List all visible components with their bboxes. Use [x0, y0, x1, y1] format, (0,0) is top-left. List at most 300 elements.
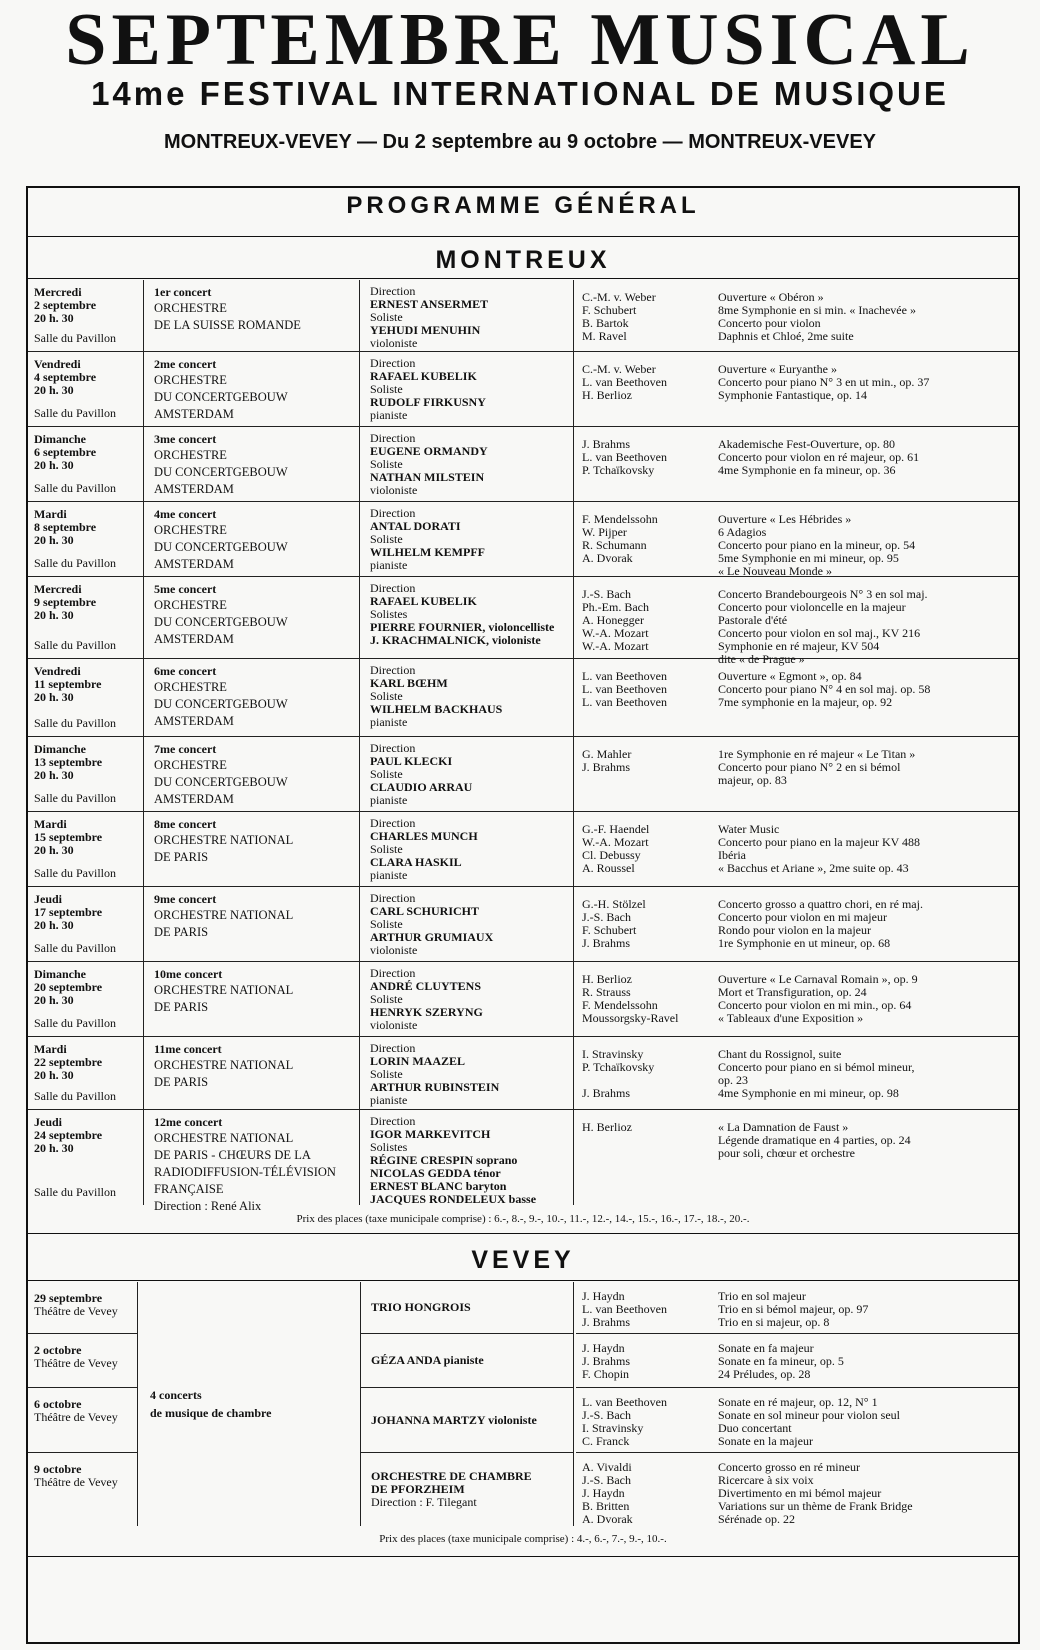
composer-name: W.-A. Mozart [582, 639, 649, 653]
composer-name: I. Stravinsky [582, 1421, 644, 1435]
work-title: Sérénade op. 22 [718, 1512, 795, 1526]
concert-date-cell [28, 1037, 144, 1109]
work-title: Sonate en ré majeur, op. 12, N° 1 [718, 1395, 878, 1409]
work-title: Trio en sol majeur [718, 1289, 806, 1303]
work-title: dite « de Prague » [718, 652, 805, 666]
vevey-row [28, 1282, 1018, 1334]
work-title: Symphonie en ré majeur, KV 504 [718, 639, 880, 653]
concert-date-cell [28, 502, 144, 576]
concert-works-cell [718, 280, 1018, 351]
composer-name: J. Brahms [582, 936, 630, 950]
programme-title: PROGRAMME GÉNÉRAL [346, 192, 700, 219]
concert-row [28, 737, 1018, 812]
composer-name: C. Franck [582, 1434, 630, 1448]
concert-day: Mercredi [34, 582, 82, 596]
concert-orchestra-cell [146, 812, 360, 886]
composer-name: Moussorgsky-Ravel [582, 1011, 679, 1025]
concert-date: 2 septembre [34, 298, 97, 312]
concert-number: 11me concert [154, 1042, 222, 1056]
composer-name: G. Mahler [582, 747, 632, 761]
orchestra-name: DE PARIS - CHŒURS DE LA [154, 1148, 311, 1162]
concert-performers-cell [362, 737, 574, 811]
performer-line: ARTHUR GRUMIAUX [370, 930, 494, 944]
concert-composers-cell [576, 962, 718, 1036]
concert-works-cell [718, 352, 1018, 426]
work-title: Trio en si majeur, op. 8 [718, 1315, 830, 1329]
performer-line: ERNEST ANSERMET [370, 297, 489, 311]
concert-time: 20 h. 30 [34, 383, 74, 397]
work-title: Symphonie Fantastique, op. 14 [718, 388, 867, 402]
vevey-date-cell [28, 1388, 138, 1453]
composer-name: Cl. Debussy [582, 848, 641, 862]
vevey-row [28, 1453, 1018, 1526]
performer-line: Direction [370, 581, 416, 595]
performer-line: PIERRE FOURNIER, violoncelliste [370, 620, 555, 634]
concert-orchestra-cell [146, 502, 360, 576]
divider [26, 1556, 1020, 1557]
composer-name: J. Brahms [582, 437, 630, 451]
work-title: Ibéria [718, 848, 746, 862]
performer-line: LORIN MAAZEL [370, 1054, 466, 1068]
orchestra-name: AMSTERDAM [154, 407, 234, 421]
orchestra-name: DU CONCERTGEBOUW [154, 390, 288, 404]
festival-dates: MONTREUX-VEVEY — Du 2 septembre au 9 octobre — MONTREUX-VEVEY [164, 131, 876, 153]
concert-composers-cell [576, 352, 718, 426]
vevey-date-cell [28, 1334, 138, 1388]
performer-line: IGOR MARKEVITCH [370, 1127, 491, 1141]
concert-venue: Salle du Pavillon [34, 481, 116, 495]
montreux-prices: Prix des places (taxe municipale comprise) : 6.-, 8.-, 9.-, 10.-, 11.-, 12.-, 14.-, 15.-, 16.-, 17.-, 18.-, 20.-. [296, 1213, 750, 1225]
concert-performers-cell [362, 887, 574, 961]
concert-date: 4 septembre [34, 370, 97, 384]
concert-venue: Salle du Pavillon [34, 1185, 116, 1199]
concert-performers-cell [362, 962, 574, 1036]
composer-name: F. Chopin [582, 1367, 630, 1381]
work-title: Variations sur un thème de Frank Bridge [718, 1499, 913, 1513]
composer-name: W.-A. Mozart [582, 835, 649, 849]
work-title: Concerto pour violon en ré majeur, op. 61 [718, 450, 920, 464]
concert-row [28, 1110, 1018, 1213]
work-title: Ouverture « Egmont », op. 84 [718, 669, 862, 683]
concert-day: Dimanche [34, 742, 86, 756]
concert-day: Mercredi [34, 285, 82, 299]
performer-line: pianiste [370, 793, 408, 807]
composer-name: P. Tchaïkovsky [582, 1060, 655, 1074]
work-title: Concerto pour violon [718, 316, 821, 330]
concert-row [28, 352, 1018, 427]
vevey-prices: Prix des places (taxe municipale comprise) : 4.-, 6.-, 7.-, 9.-, 10.-. [379, 1533, 667, 1545]
composer-name: J. Haydn [582, 1289, 625, 1303]
performer-line: Direction [370, 356, 416, 370]
orchestra-name: DE PARIS [154, 1000, 209, 1014]
composer-name: P. Tchaïkovsky [582, 463, 655, 477]
orchestra-name: AMSTERDAM [154, 557, 234, 571]
composer-name: F. Schubert [582, 923, 637, 937]
concert-number: 8me concert [154, 817, 217, 831]
concert-performers-cell [362, 280, 574, 351]
concert-number: 1er concert [154, 285, 212, 299]
composer-name: G.-H. Stölzel [582, 897, 646, 911]
composer-name: H. Berlioz [582, 1120, 632, 1134]
performer-line: ANTAL DORATI [370, 519, 461, 533]
composer-name: M. Ravel [582, 329, 627, 343]
composer-name: J. Haydn [582, 1486, 625, 1500]
concert-time: 20 h. 30 [34, 993, 74, 1007]
concert-composers-cell [576, 427, 718, 501]
concert-orchestra-cell [146, 962, 360, 1036]
performer-line: RUDOLF FIRKUSNY [370, 395, 486, 409]
work-title: Sonate en sol mineur pour violon seul [718, 1408, 900, 1422]
concert-venue: Salle du Pavillon [34, 791, 116, 805]
performer-line: violoniste [370, 1018, 418, 1032]
concert-date: 17 septembre [34, 905, 103, 919]
work-title: « Le Nouveau Monde » [718, 564, 832, 578]
composer-name: C.-M. v. Weber [582, 290, 656, 304]
concert-day: Dimanche [34, 967, 86, 981]
composer-name: F. Schubert [582, 303, 637, 317]
concert-day: Mardi [34, 1042, 67, 1056]
composer-name: A. Dvorak [582, 1512, 633, 1526]
performer-line: RÉGINE CRESPIN soprano [370, 1153, 518, 1167]
work-title: Sonate en fa mineur, op. 5 [718, 1354, 844, 1368]
divider [26, 236, 1020, 237]
performer-line: Soliste [370, 1067, 403, 1081]
performer-line: HENRYK SZERYNG [370, 1005, 483, 1019]
composer-name: L. van Beethoven [582, 375, 667, 389]
performer-line: Soliste [370, 310, 403, 324]
vevey-series-line: de musique de chambre [150, 1406, 272, 1420]
performer-line: Soliste [370, 767, 403, 781]
work-title: Concerto pour violon en mi majeur [718, 910, 887, 924]
composer-name: J. Brahms [582, 1354, 630, 1368]
concert-number: 7me concert [154, 742, 217, 756]
orchestra-name: ORCHESTRE [154, 301, 227, 315]
composer-name: C.-M. v. Weber [582, 362, 656, 376]
composer-name: L. van Beethoven [582, 1395, 667, 1409]
concert-number: 9me concert [154, 892, 217, 906]
concert-works-cell [718, 887, 1018, 961]
performer-line: WILHELM BACKHAUS [370, 702, 503, 716]
concert-composers-cell [576, 812, 718, 886]
work-title: Divertimento en mi bémol majeur [718, 1486, 882, 1500]
divider [26, 1233, 1020, 1234]
concert-venue: Salle du Pavillon [34, 941, 116, 955]
concert-number: 12me concert [154, 1115, 223, 1129]
composer-name: A. Roussel [582, 861, 635, 875]
concert-row [28, 502, 1018, 577]
work-title: 6 Adagios [718, 525, 767, 539]
work-title: Rondo pour violon en la majeur [718, 923, 871, 937]
concert-venue: Salle du Pavillon [34, 556, 116, 570]
concert-time: 20 h. 30 [34, 918, 74, 932]
work-title: Duo concertant [718, 1421, 792, 1435]
concert-orchestra-cell [146, 352, 360, 426]
concert-time: 20 h. 30 [34, 608, 74, 622]
composer-name: A. Vivaldi [582, 1460, 632, 1474]
work-title: « Tableaux d'une Exposition » [718, 1011, 864, 1025]
performer-line: J. KRACHMALNICK, violoniste [370, 633, 541, 647]
performer-line: JACQUES RONDELEUX basse [370, 1192, 537, 1206]
concert-performers-cell [362, 1110, 574, 1205]
performer-line: RAFAEL KUBELIK [370, 369, 477, 383]
orchestra-name: DE PARIS [154, 925, 209, 939]
vevey-performer: GÉZA ANDA pianiste [371, 1353, 484, 1367]
composer-name: J.-S. Bach [582, 1473, 631, 1487]
concert-day: Dimanche [34, 432, 86, 446]
orchestra-name: ORCHESTRE [154, 523, 227, 537]
composer-name: G.-F. Haendel [582, 822, 650, 836]
performer-line: Direction [370, 891, 416, 905]
work-title: majeur, op. 83 [718, 773, 787, 787]
concert-venue: Salle du Pavillon [34, 331, 116, 345]
performer-line: KARL BŒHM [370, 676, 448, 690]
concert-works-cell [718, 737, 1018, 811]
orchestra-name: AMSTERDAM [154, 792, 234, 806]
concert-number: 3me concert [154, 432, 217, 446]
concert-row [28, 812, 1018, 887]
concert-date-cell [28, 352, 144, 426]
composer-name: J.-S. Bach [582, 587, 631, 601]
composer-name: J.-S. Bach [582, 910, 631, 924]
concert-row [28, 577, 1018, 666]
performer-line: ANDRÉ CLUYTENS [370, 979, 482, 993]
work-title: Water Music [718, 822, 780, 836]
concert-composers-cell [576, 280, 718, 351]
orchestra-name: ORCHESTRE NATIONAL [154, 1058, 294, 1072]
work-title: 24 Préludes, op. 28 [718, 1367, 811, 1381]
performer-line: Direction [370, 741, 416, 755]
poster-title: SEPTEMBRE MUSICAL [65, 0, 975, 81]
performer-line: Direction [370, 1114, 416, 1128]
vevey-row [28, 1334, 1018, 1388]
concert-time: 20 h. 30 [34, 458, 74, 472]
concert-date-cell [28, 659, 144, 736]
concert-date: 9 septembre [34, 595, 97, 609]
orchestra-name: AMSTERDAM [154, 714, 234, 728]
concert-row [28, 962, 1018, 1037]
orchestra-name: ORCHESTRE NATIONAL [154, 983, 294, 997]
work-title: Légende dramatique en 4 parties, op. 24 [718, 1133, 911, 1147]
vevey-date-cell [28, 1282, 138, 1334]
performer-line: Direction [370, 816, 416, 830]
work-title: 7me symphonie en la majeur, op. 92 [718, 695, 893, 709]
work-title: Concerto pour piano N° 4 en sol maj. op. 58 [718, 682, 931, 696]
vevey-venue: Théâtre de Vevey [34, 1304, 118, 1318]
vevey-venue: Théâtre de Vevey [34, 1475, 118, 1489]
composer-name: A. Honegger [582, 613, 644, 627]
concert-performers-cell [362, 427, 574, 501]
work-title: Chant du Rossignol, suite [718, 1047, 842, 1061]
performer-line: violoniste [370, 943, 418, 957]
vevey-composers-cell [576, 1453, 718, 1526]
concert-performers-cell [362, 812, 574, 886]
concert-works-cell [718, 1037, 1018, 1109]
performer-line: ARTHUR RUBINSTEIN [370, 1080, 500, 1094]
composer-name: B. Bartok [582, 316, 629, 330]
performer-line: pianiste [370, 715, 408, 729]
performer-line: CLAUDIO ARRAU [370, 780, 473, 794]
composer-name: I. Stravinsky [582, 1047, 644, 1061]
concert-number: 5me concert [154, 582, 217, 596]
concert-works-cell [718, 962, 1018, 1036]
concert-works-cell [718, 502, 1018, 576]
orchestra-name: DE PARIS [154, 1075, 209, 1089]
performer-line: Direction [370, 284, 416, 298]
composer-name: B. Britten [582, 1499, 630, 1513]
concert-row [28, 1037, 1018, 1110]
performer-line: YEHUDI MENUHIN [370, 323, 481, 337]
work-title: pour soli, chœur et orchestre [718, 1146, 855, 1160]
composer-name: L. van Beethoven [582, 695, 667, 709]
concert-time: 20 h. 30 [34, 311, 74, 325]
concert-date-cell [28, 280, 144, 351]
performer-line: NATHAN MILSTEIN [370, 470, 485, 484]
composer-name: L. van Beethoven [582, 450, 667, 464]
composer-name: L. van Beethoven [582, 682, 667, 696]
work-title: op. 23 [718, 1073, 748, 1087]
vevey-performer: DE PFORZHEIM [371, 1482, 465, 1496]
work-title: Concerto pour piano en la majeur KV 488 [718, 835, 921, 849]
concert-orchestra-cell [146, 737, 360, 811]
concert-time: 20 h. 30 [34, 1141, 74, 1155]
orchestra-name: Direction : René Alix [154, 1199, 262, 1213]
concert-venue: Salle du Pavillon [34, 716, 116, 730]
concert-number: 2me concert [154, 357, 217, 371]
work-title: 4me Symphonie en mi mineur, op. 98 [718, 1086, 899, 1100]
performer-line: Direction [370, 431, 416, 445]
orchestra-name: FRANÇAISE [154, 1182, 224, 1196]
performer-line: EUGENE ORMANDY [370, 444, 488, 458]
vevey-series [150, 1386, 330, 1422]
concert-composers-cell [576, 659, 718, 736]
vevey-works-cell [718, 1282, 1018, 1334]
work-title: Concerto pour violoncelle en la majeur [718, 600, 906, 614]
performer-line: pianiste [370, 558, 408, 572]
work-title: 1re Symphonie en ré majeur « Le Titan » [718, 747, 916, 761]
concert-date: 24 septembre [34, 1128, 103, 1142]
performer-line: Soliste [370, 992, 403, 1006]
performer-line: CARL SCHURICHT [370, 904, 480, 918]
concert-number: 4me concert [154, 507, 217, 521]
composer-name: H. Berlioz [582, 388, 632, 402]
concert-date: 6 septembre [34, 445, 97, 459]
concert-works-cell [718, 659, 1018, 736]
work-title: Akademische Fest-Ouverture, op. 80 [718, 437, 895, 451]
orchestra-name: DU CONCERTGEBOUW [154, 697, 288, 711]
orchestra-name: DU CONCERTGEBOUW [154, 775, 288, 789]
concert-date: 15 septembre [34, 830, 103, 844]
vevey-composers-cell [576, 1388, 718, 1453]
work-title: Ricercare à six voix [718, 1473, 814, 1487]
performer-line: Solistes [370, 1140, 408, 1154]
composer-name: W. Pijper [582, 525, 627, 539]
vevey-performer: ORCHESTRE DE CHAMBRE [371, 1469, 532, 1483]
work-title: Trio en si bémol majeur, op. 97 [718, 1302, 869, 1316]
performer-line: WILHELM KEMPFF [370, 545, 485, 559]
concert-date: 8 septembre [34, 520, 97, 534]
concert-date-cell [28, 737, 144, 811]
orchestra-name: ORCHESTRE [154, 448, 227, 462]
concert-date-cell [28, 887, 144, 961]
composer-name: H. Berlioz [582, 972, 632, 986]
orchestra-name: ORCHESTRE [154, 680, 227, 694]
concert-performers-cell [362, 1037, 574, 1109]
performer-line: Soliste [370, 689, 403, 703]
concert-date: 22 septembre [34, 1055, 103, 1069]
concert-orchestra-cell [146, 280, 360, 351]
concert-row [28, 280, 1018, 352]
performer-line: violoniste [370, 483, 418, 497]
vevey-date: 2 octobre [34, 1343, 82, 1357]
concert-venue: Salle du Pavillon [34, 1089, 116, 1103]
orchestra-name: ORCHESTRE [154, 758, 227, 772]
divider [26, 278, 1020, 279]
performer-line: violoniste [370, 336, 418, 350]
concert-performers-cell [362, 502, 574, 576]
composer-name: J. Brahms [582, 1315, 630, 1329]
concert-day: Mardi [34, 507, 67, 521]
vevey-composers-cell [576, 1334, 718, 1388]
performer-line: pianiste [370, 868, 408, 882]
concert-date-cell [28, 427, 144, 501]
work-title: Daphnis et Chloé, 2me suite [718, 329, 854, 343]
orchestra-name: DE PARIS [154, 850, 209, 864]
orchestra-name: ORCHESTRE NATIONAL [154, 1131, 294, 1145]
work-title: « La Damnation de Faust » [718, 1120, 849, 1134]
concert-date: 20 septembre [34, 980, 103, 994]
concert-date: 11 septembre [34, 677, 102, 691]
concert-day: Mardi [34, 817, 67, 831]
vevey-date-cell [28, 1453, 138, 1526]
work-title: Sonate en fa majeur [718, 1341, 814, 1355]
concert-orchestra-cell [146, 887, 360, 961]
concert-time: 20 h. 30 [34, 1068, 74, 1082]
work-title: 4me Symphonie en fa mineur, op. 36 [718, 463, 896, 477]
concert-date-cell [28, 577, 144, 658]
performer-line: pianiste [370, 408, 408, 422]
concert-row [28, 887, 1018, 962]
vevey-works-cell [718, 1453, 1018, 1526]
performer-line: Soliste [370, 917, 403, 931]
concert-day: Vendredi [34, 357, 81, 371]
composer-name: J. Brahms [582, 1086, 630, 1100]
vevey-series-line: 4 concerts [150, 1388, 202, 1402]
orchestra-name: DE LA SUISSE ROMANDE [154, 318, 301, 332]
orchestra-name: DU CONCERTGEBOUW [154, 465, 288, 479]
concert-time: 20 h. 30 [34, 533, 74, 547]
performer-line: Direction [370, 663, 416, 677]
orchestra-name: DU CONCERTGEBOUW [154, 615, 288, 629]
concert-composers-cell [576, 502, 718, 576]
work-title: Concerto pour piano N° 2 en si bémol [718, 760, 901, 774]
work-title: Ouverture « Euryanthe » [718, 362, 837, 376]
work-title: « Bacchus et Ariane », 2me suite op. 43 [718, 861, 909, 875]
concert-composers-cell [576, 737, 718, 811]
orchestra-name: ORCHESTRE [154, 373, 227, 387]
work-title: Concerto pour piano en si bémol mineur, [718, 1060, 915, 1074]
composer-name: F. Mendelssohn [582, 998, 658, 1012]
vevey-performer: Direction : F. Tilegant [371, 1495, 477, 1509]
orchestra-name: RADIODIFFUSION-TÉLÉVISION [154, 1165, 336, 1179]
vevey-composers-cell [576, 1282, 718, 1334]
concert-day: Jeudi [34, 1115, 63, 1129]
composer-name: L. van Beethoven [582, 1302, 667, 1316]
performer-line: CLARA HASKIL [370, 855, 462, 869]
concert-venue: Salle du Pavillon [34, 866, 116, 880]
concert-composers-cell [576, 887, 718, 961]
orchestra-name: DU CONCERTGEBOUW [154, 540, 288, 554]
composer-name: R. Strauss [582, 985, 631, 999]
